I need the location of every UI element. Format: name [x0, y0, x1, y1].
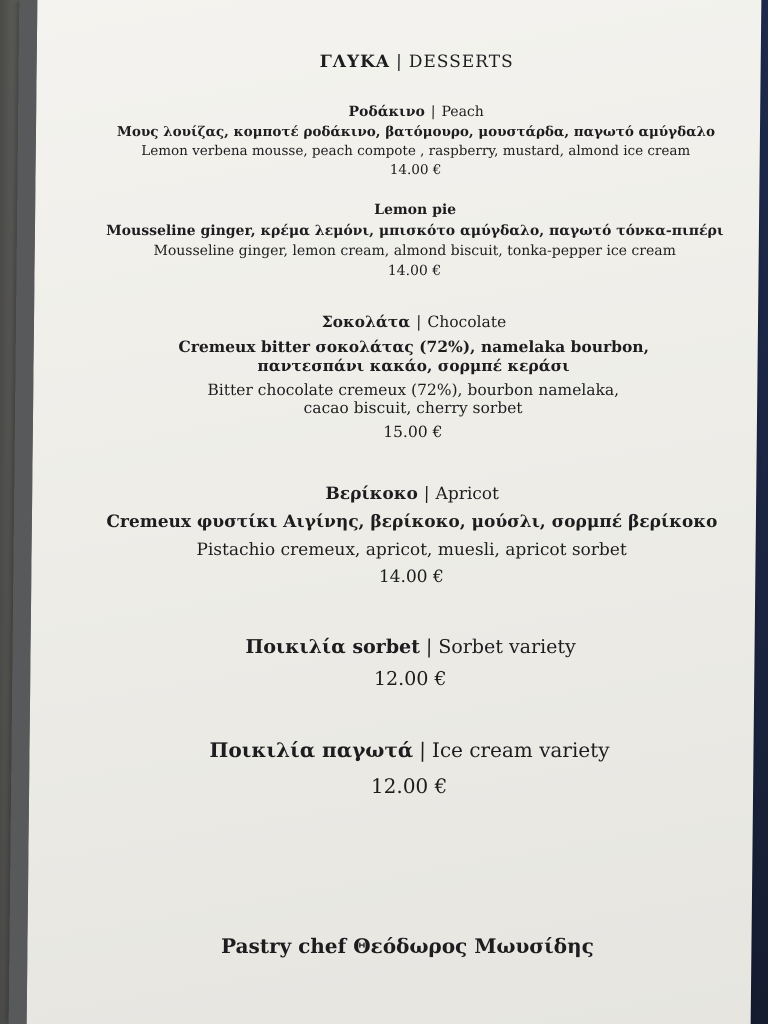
- pastry-chef-credit: [27, 934, 768, 958]
- header-greek: ΓΛΥΚΑ: [319, 52, 391, 72]
- item-title-english: Sorbet variety: [438, 636, 576, 658]
- item-title: Lemon pie: [374, 202, 457, 218]
- item-desc-greek: Mousseline ginger, κρέμα λεμόνι, μπισκότο αμύγδαλο, παγωτό τόνκα-πιπέρι: [106, 223, 724, 239]
- item-desc-english-line1: Bitter chocolate cremeux (72%), bourbon namelaka,: [207, 381, 620, 399]
- menu-item-sorbet-variety: [30, 636, 768, 690]
- item-title-greek: Βερίκοκο: [325, 484, 418, 504]
- item-desc-greek: Cremeux φυστίκι Αιγίνης, βερίκοκο, μούσλι, σορμπέ βερίκοκο: [106, 512, 718, 532]
- menu-item-apricot: [31, 484, 768, 587]
- item-desc-english: Lemon verbena mousse, peach compote , raspberry, mustard, almond ice cream: [141, 143, 691, 159]
- item-desc-english: Pistachio cremeux, apricot, muesli, apricot sorbet: [196, 540, 627, 560]
- menu-item-chocolate: [33, 312, 768, 441]
- item-desc-english: Mousseline ginger, lemon cream, almond biscuit, tonka-pepper ice cream: [153, 243, 676, 259]
- item-title: Ποικιλία sorbet | Sorbet variety: [245, 636, 576, 658]
- item-title: Βερίκοκο | Apricot: [325, 484, 500, 504]
- item-price: 12.00 €: [370, 774, 448, 798]
- item-title: Ροδάκινο | Peach: [348, 104, 484, 120]
- item-price: 14.00 €: [387, 263, 442, 279]
- item-price: 12.00 €: [373, 668, 447, 690]
- item-price: 15.00 €: [383, 423, 443, 441]
- menu-item-lemon-pie: [34, 202, 768, 279]
- menu-item-ice-cream-variety: [29, 738, 768, 798]
- item-title-greek: Σοκολάτα: [321, 312, 411, 331]
- item-title: Ποικιλία παγωτά | Ice cream variety: [209, 738, 610, 762]
- item-title-greek: Ποικιλία παγωτά: [209, 738, 414, 762]
- footer-name: Θεόδωρος Μωυσίδης: [353, 934, 594, 958]
- item-title-english: Apricot: [435, 484, 500, 504]
- item-desc-greek-line1: Cremeux bitter σοκολάτας (72%), namelaka bourbon,: [178, 337, 650, 356]
- footer-label: Pastry chef: [220, 934, 347, 958]
- header-english: DESSERTS: [408, 52, 514, 72]
- item-desc-english-line2: cacao biscuit, cherry sorbet: [303, 399, 523, 417]
- item-title-greek: Ποικιλία sorbet: [245, 636, 421, 658]
- item-title-english: Peach: [441, 104, 484, 120]
- header-separator: |: [395, 52, 403, 72]
- item-desc-greek: Μους λουίζας, κομποτέ ροδάκινο, βατόμουρο, μουστάρδα, παγωτό αμύγδαλο: [116, 124, 716, 140]
- item-title-greek: Ροδάκινο: [348, 104, 425, 120]
- item-title-english: Chocolate: [427, 313, 507, 331]
- menu-page: [9, 0, 762, 1024]
- item-price: 14.00 €: [389, 162, 442, 178]
- item-price: 14.00 €: [378, 567, 444, 587]
- item-title: Σοκολάτα | Chocolate: [321, 312, 507, 331]
- item-title-english: Ice cream variety: [431, 738, 610, 762]
- item-desc-greek-line2: παντεσπάνι κακάο, σορμπέ κεράσι: [257, 356, 570, 375]
- menu-header: [37, 52, 768, 72]
- menu-item-peach: [35, 104, 768, 178]
